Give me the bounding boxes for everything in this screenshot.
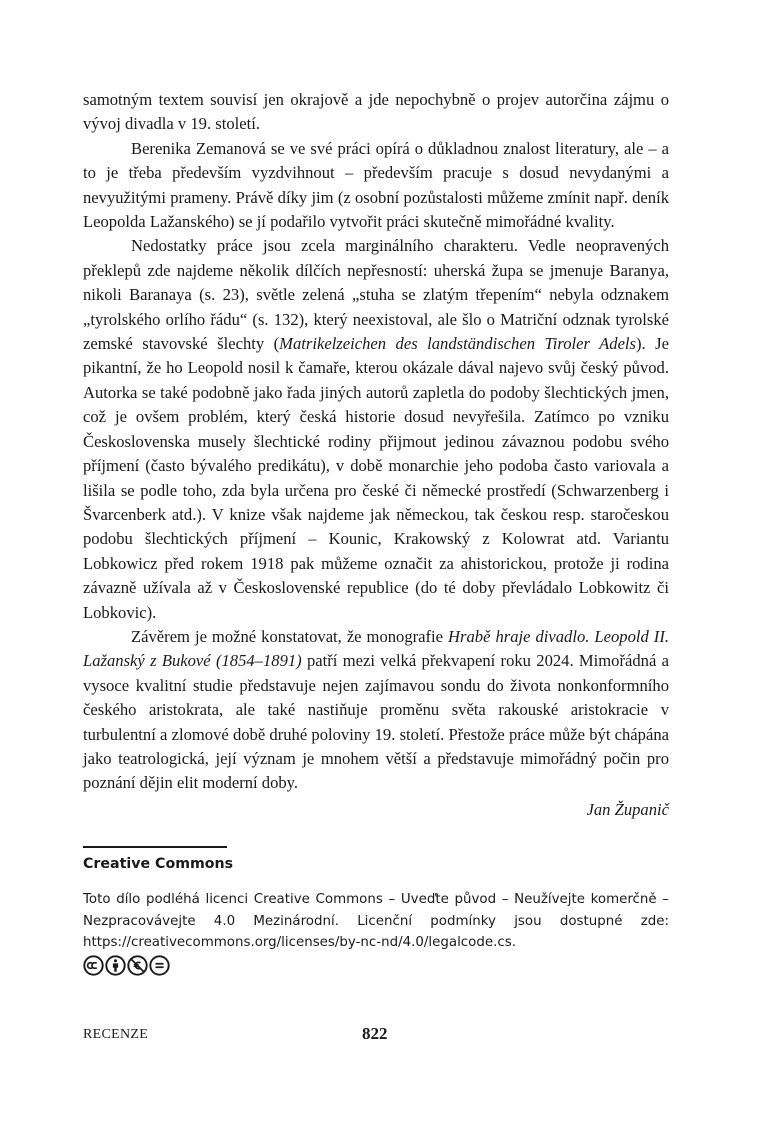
text-run: samotným textem souvisí jen okrajově a jde nepochybně o projev autorčina zájmu o vývoj divadla v 19. století. [83,90,669,134]
paragraphs [83,88,669,796]
divider [83,846,227,848]
nd-icon [149,955,170,976]
text-run: ). Je pikantní, že ho Leopold nosil k čamaře, kterou okázale dával najevo svůj český původ. Autorka se také podobně jako řada jiných autorů zapletla do podoby šlechtických jmen, což je ovšem problém, který česká historie dosud nevyřešila. Zatímco po vzniku Československa musely šlechtické rodiny přijmout jedinou závaznou podobu svého příjmení (často bývalého predikátu), v době monarchie jeho podoba často variovala a lišila se podle toho, zda byla určena pro české či německé prostředí (Schwarzenberg i Švarcenberk atd.). V knize však najdeme jak německou, tak českou resp. staročeskou podobu šlechtických příjmení – Kounic, Krakowský z Kolowrat atd. Variantu Lobkowicz před rokem 1918 pak můžeme označit za ahistorickou, protože ji rodina závazně užívala až v Československé republice (do té doby převládalo Lobkowitz či Lobkovic). [83,334,669,622]
paragraph [83,137,669,235]
license-text: Toto dílo podléhá licenci Creative Commons – Uveďte původ – Neužívejte komerčně – Nezpracovávejte 4.0 Mezinárodní. Licenční podmínky jsou dostupné zde: https://creativecommons.org/licenses/by-nc-nd/4.0/legalcode.cs. [83,892,669,950]
review-body [83,88,669,822]
nc-icon [127,955,148,976]
italic-title: Hrabě hraje divadlo. Leopold II. Lažanský z Bukové (1854–1891) [83,626,669,671]
license-heading: Creative Commons [83,856,234,872]
text-run: Berenika Zemanová se ve své práci opírá o důkladnou znalost literatury, ale – a to je třeba především vyzdvihnout – především pracuje s dosud nevydanými a nevyužitými prameny. Právě díky jim (z osobní pozůstalosti můžeme zmínit např. deník Leopolda Lažanského) se jí podařilo vytvořit práci skutečně mimořádné kvality. [83,138,669,232]
by-icon [105,955,126,976]
text-run: Nedostatky práce jsou zcela marginálního charakteru. Vedle neopravených překlepů zde najdeme několik dílčích nepřesností: uherská župa se jmenuje Baranya, nikoli Baranaya (s. 23), světle zelená „stuha se zlatým třepením“ nebyla odznakem „tyrolského orlího řádu“ (s. 132), který neexistoval, ale šlo o Matriční odznak tyrolské zemské stavovské šlechty ( [83,236,669,354]
text-run: patří mezi velká překvapení roku 2024. Mimořádná a vysoce kvalitní studie představuje nejen zajímavou sondu do života nonkonformního českého aristokrata, ale také nastiňuje proměnu světa rakouské aristokracie v turbulentní a zlomové době druhé poloviny 19. století. Přestože práce může být chápána jako teatrologická, její význam je mnohem větší a představuje mimořádný počin pro poznání dějin elit moderní doby. [83,651,670,793]
paragraph [83,625,669,796]
paragraph [83,88,669,137]
license-icons [83,955,170,976]
section-label: RECENZE [83,1027,149,1042]
cc-icon [83,955,104,976]
author-signature: Jan Županič [586,799,669,819]
text-run: Závěrem je možné konstatovat, že monografie [131,626,449,646]
paragraph [83,234,669,625]
italic-title: Matrikelzeichen des landständischen Tiroler Adels [279,334,637,354]
page-number: 822 [362,1024,388,1043]
